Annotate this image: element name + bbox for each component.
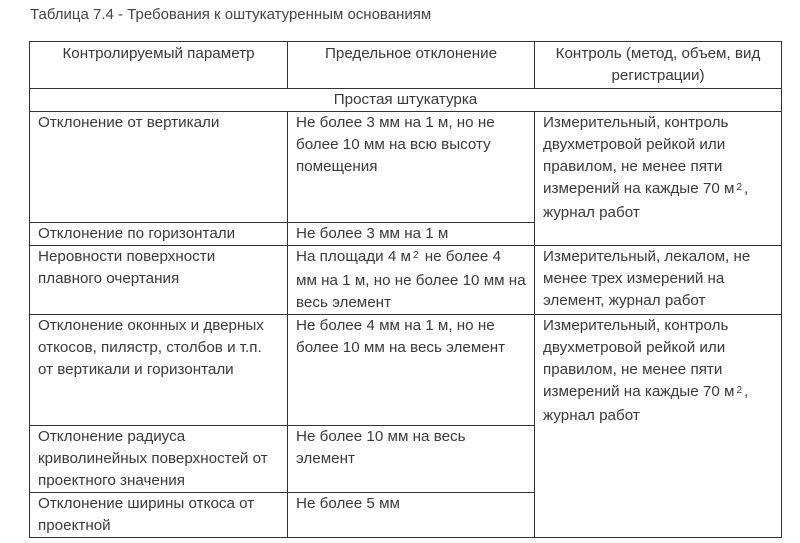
control-text-end: , журнал работ — [543, 180, 749, 221]
param-cell: Отклонение ширины откоса от проектной — [30, 493, 288, 538]
requirements-table — [29, 41, 782, 538]
param-cell: Отклонение от вертикали — [30, 112, 288, 223]
deviation-cell: Не более 4 мм на 1 м, но не более 10 мм на весь элемент — [288, 315, 535, 426]
table-row — [30, 246, 782, 315]
deviation-cell — [288, 246, 535, 315]
header-control: Контроль (метод, объем, вид регистрации) — [535, 42, 782, 89]
deviation-cell: Не более 10 мм на весь элемент — [288, 426, 535, 493]
deviation-text: На площади 4 м — [296, 248, 411, 265]
header-deviation: Предельное отклонение — [288, 42, 535, 89]
param-cell: Отклонение оконных и дверных откосов, пилястр, столбов и т.п. от вертикали и горизонтали — [30, 315, 288, 426]
deviation-cell: Не более 3 мм на 1 м — [288, 223, 535, 246]
control-cell — [535, 112, 782, 246]
unit-superscript: 2 — [736, 182, 743, 193]
deviation-text-end: не более 4 мм на 1 м, но не более 10 мм на весь элемент — [296, 248, 526, 311]
table-caption: Таблица 7.4 - Требования к оштукатуренным основаниям — [30, 6, 432, 23]
section-title: Простая штукатурка — [30, 89, 782, 112]
control-text: Измерительный, контроль двухметровой рейкой или правилом, не менее пяти измерений на каждые 70 м — [543, 317, 735, 400]
unit-superscript: 2 — [736, 385, 743, 396]
unit-superscript: 2 — [412, 250, 419, 261]
table-header-row — [30, 42, 782, 89]
param-cell: Неровности поверхности плавного очертания — [30, 246, 288, 315]
table-row — [30, 112, 782, 223]
deviation-cell: Не более 5 мм — [288, 493, 535, 538]
control-text: Измерительный, контроль двухметровой рейкой или правилом, не менее пяти измерений на каждые 70 м — [543, 114, 735, 197]
table-row — [30, 315, 782, 426]
control-cell: Измерительный, лекалом, не менее трех измерений на элемент, журнал работ — [535, 246, 782, 315]
control-cell — [535, 315, 782, 538]
param-cell: Отклонение радиуса криволинейных поверхностей от проектного значения — [30, 426, 288, 493]
header-param: Контролируемый параметр — [30, 42, 288, 89]
control-text-end: , журнал работ — [543, 383, 749, 424]
param-cell: Отклонение по горизонтали — [30, 223, 288, 246]
deviation-cell: Не более 3 мм на 1 м, но не более 10 мм на всю высоту помещения — [288, 112, 535, 223]
section-row — [30, 89, 782, 112]
